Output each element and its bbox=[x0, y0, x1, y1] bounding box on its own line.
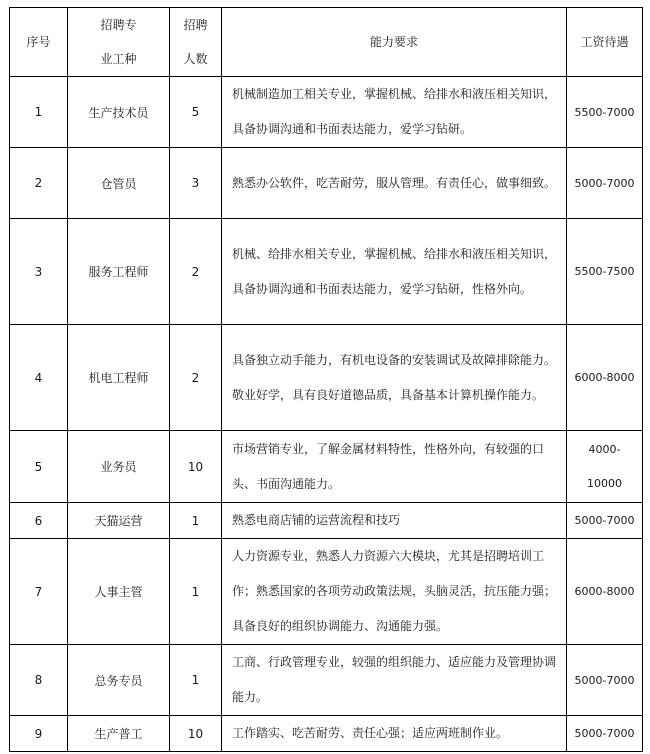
cell-position: 总务专员 bbox=[68, 645, 170, 716]
cell-no: 6 bbox=[10, 503, 68, 539]
requirements-text: 工商、行政管理专业，较强的组织能力、适应能力及管理协调能力。 bbox=[232, 655, 557, 704]
cell-salary: 5000-7000 bbox=[567, 716, 643, 752]
header-no: 序号 bbox=[10, 8, 68, 77]
cell-count: 5 bbox=[170, 77, 222, 148]
cell-no: 9 bbox=[10, 716, 68, 752]
cell-requirements bbox=[222, 148, 567, 219]
cell-no: 1 bbox=[10, 77, 68, 148]
cell-no: 5 bbox=[10, 431, 68, 503]
requirements-text: 人力资源专业，熟悉人力资源六大模块，尤其是招聘培训工作；熟悉国家的各项劳动政策法规，头脑灵活，抗压能力强；具备良好的组织协调能力、沟通能力强。 bbox=[232, 549, 557, 633]
cell-requirements bbox=[222, 77, 567, 148]
cell-count: 1 bbox=[170, 645, 222, 716]
cell-position: 天猫运营 bbox=[68, 503, 170, 539]
cell-count: 10 bbox=[170, 431, 222, 503]
cell-position: 生产普工 bbox=[68, 716, 170, 752]
cell-salary bbox=[567, 431, 643, 503]
header-position-line1: 招聘专 bbox=[100, 18, 137, 32]
cell-position: 人事主管 bbox=[68, 539, 170, 645]
cell-count: 1 bbox=[170, 539, 222, 645]
cell-position: 仓管员 bbox=[68, 148, 170, 219]
cell-count: 2 bbox=[170, 219, 222, 325]
requirements-text: 市场营销专业，了解金属材料特性，性格外向，有较强的口头、书面沟通能力。 bbox=[232, 441, 545, 491]
salary-line1: 4000- bbox=[588, 442, 621, 456]
table-row bbox=[10, 219, 643, 325]
cell-no: 2 bbox=[10, 148, 68, 219]
requirements-text: 机械制造加工相关专业，掌握机械、给排水和液压相关知识，具备协调沟通和书面表达能力，爱学习钻研。 bbox=[232, 87, 557, 136]
cell-salary: 5000-7000 bbox=[567, 645, 643, 716]
header-count-line2: 人数 bbox=[183, 52, 208, 66]
cell-requirements bbox=[222, 645, 567, 716]
header-requirements: 能力要求 bbox=[222, 8, 567, 77]
cell-salary: 5000-7000 bbox=[567, 148, 643, 219]
table-row bbox=[10, 645, 643, 716]
requirements-text: 熟悉电商店铺的运营流程和技巧 bbox=[232, 513, 401, 527]
recruitment-table bbox=[9, 7, 643, 752]
header-row bbox=[10, 8, 643, 77]
requirements-text: 具备独立动手能力，有机电设备的安装调试及故障排除能力。敬业好学，具有良好道德品质，具备基本计算机操作能力。 bbox=[232, 352, 557, 402]
cell-count: 2 bbox=[170, 325, 222, 431]
header-count bbox=[170, 8, 222, 77]
cell-count: 3 bbox=[170, 148, 222, 219]
cell-no: 4 bbox=[10, 325, 68, 431]
cell-salary: 5500-7000 bbox=[567, 77, 643, 148]
cell-no: 8 bbox=[10, 645, 68, 716]
cell-position: 机电工程师 bbox=[68, 325, 170, 431]
table-row bbox=[10, 503, 643, 539]
table-row bbox=[10, 325, 643, 431]
cell-requirements bbox=[222, 539, 567, 645]
table-row bbox=[10, 539, 643, 645]
table-row bbox=[10, 716, 643, 752]
header-salary: 工资待遇 bbox=[567, 8, 643, 77]
cell-requirements bbox=[222, 219, 567, 325]
header-position bbox=[68, 8, 170, 77]
cell-requirements bbox=[222, 431, 567, 503]
cell-salary: 6000-8000 bbox=[567, 539, 643, 645]
cell-salary: 5500-7500 bbox=[567, 219, 643, 325]
header-count-line1: 招聘 bbox=[183, 18, 208, 32]
requirements-text: 工作踏实、吃苦耐劳、责任心强；适应两班制作业。 bbox=[232, 726, 509, 740]
cell-requirements bbox=[222, 716, 567, 752]
salary-line2: 10000 bbox=[587, 476, 622, 490]
cell-no: 7 bbox=[10, 539, 68, 645]
table-row bbox=[10, 148, 643, 219]
cell-position: 生产技术员 bbox=[68, 77, 170, 148]
cell-position: 服务工程师 bbox=[68, 219, 170, 325]
table-row bbox=[10, 431, 643, 503]
cell-no: 3 bbox=[10, 219, 68, 325]
table-row bbox=[10, 77, 643, 148]
cell-count: 10 bbox=[170, 716, 222, 752]
cell-position: 业务员 bbox=[68, 431, 170, 503]
requirements-text: 熟悉办公软件，吃苦耐劳，服从管理。有责任心，做事细致。 bbox=[232, 175, 557, 190]
header-position-line2: 业工种 bbox=[100, 52, 137, 66]
cell-requirements bbox=[222, 503, 567, 539]
cell-salary: 5000-7000 bbox=[567, 503, 643, 539]
cell-requirements bbox=[222, 325, 567, 431]
cell-count: 1 bbox=[170, 503, 222, 539]
requirements-text: 机械、给排水相关专业，掌握机械、给排水和液压相关知识，具备协调沟通和书面表达能力，爱学习钻研，性格外向。 bbox=[232, 246, 557, 296]
cell-salary: 6000-8000 bbox=[567, 325, 643, 431]
